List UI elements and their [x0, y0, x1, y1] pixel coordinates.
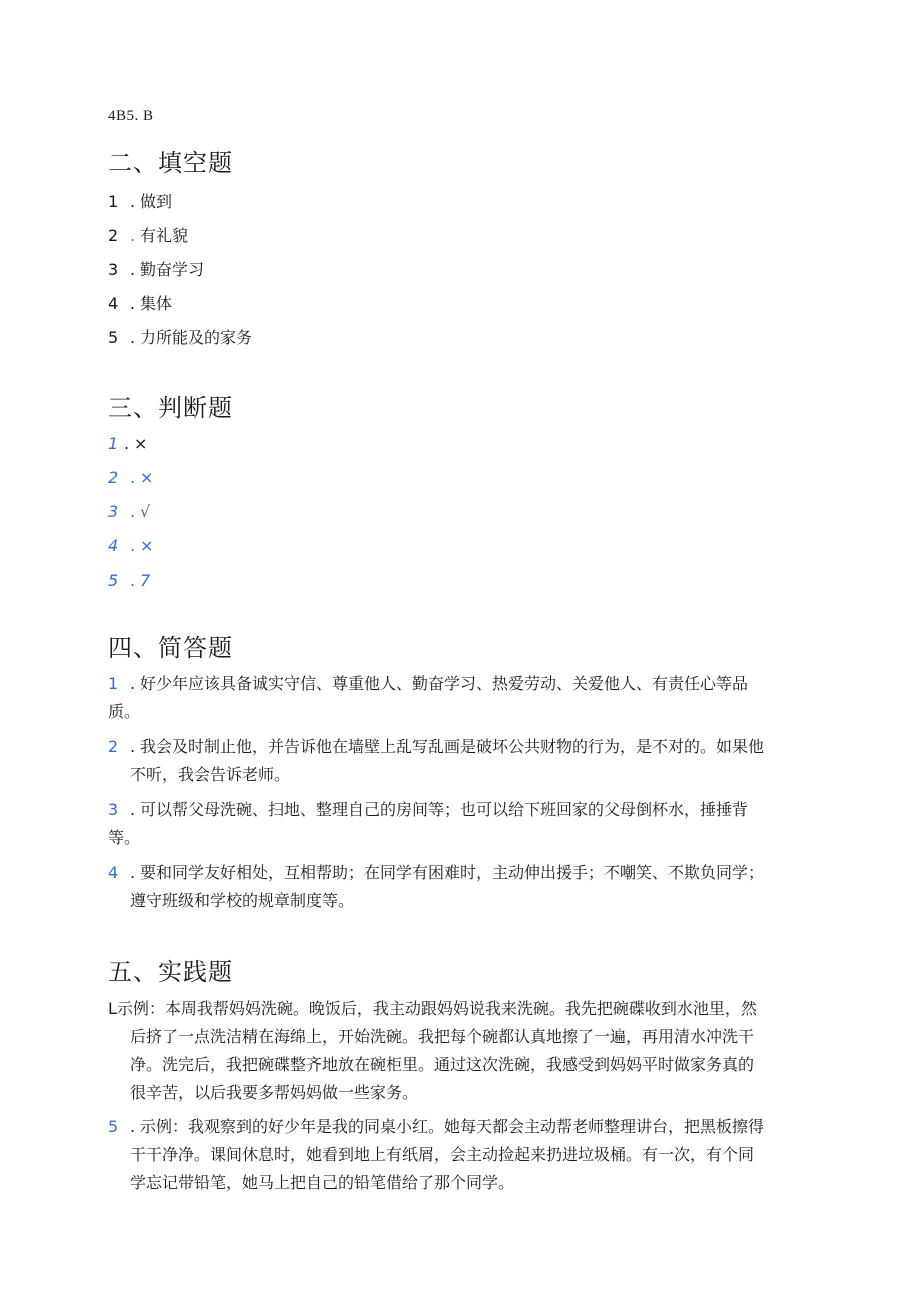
- previous-answers-line: 4B5. B: [108, 108, 154, 124]
- fill-answer-1: 1 . 做到: [108, 192, 173, 211]
- judge-answer-3: 3 . √: [108, 502, 151, 521]
- short-answer-3: 3 . 可以帮父母洗碗、扫地、整理自己的房间等；也可以给下班回家的父母倒杯水，捶捶背 等。: [108, 800, 749, 847]
- practice-answer-1: L示例：本周我帮妈妈洗碗。晚饭后，我主动跟妈妈说我来洗碗。我先把碗碟收到水池里，然 后挤了一点洗洁精在海绵上，开始洗碗。我把每个碗都认真地擦了一遍，再用清水冲洗干 净。洗完后，我把碗碟整齐地放在碗柜里。通过这次洗碗，我感受到妈妈平时做家务真的 很辛苦，以后我要多帮妈妈做一些家务。: [108, 999, 757, 1102]
- section-true-false-title: 三、判断题: [108, 394, 233, 422]
- section-fill-in-title: 二、填空题: [108, 149, 233, 177]
- section-practice-title: 五、实践题: [108, 958, 233, 986]
- section-short-answer-title: 四、简答题: [108, 634, 233, 662]
- judge-answer-2: 2 . ×: [108, 468, 154, 487]
- practice-answer-2: 5 . 示例：我观察到的好少年是我的同桌小红。她每天都会主动帮老师整理讲台，把黑板擦得 干干净净。课间休息时，她看到地上有纸屑，会主动捡起来扔进垃圾桶。有一次，有个同 学忘记带铅笔，她马上把自己的铅笔借给了那个同学。: [108, 1117, 765, 1192]
- short-answer-2: 2 . 我会及时制止他，并告诉他在墙壁上乱写乱画是破坏公共财物的行为，是不对的。如果他 不听，我会告诉老师。: [108, 737, 765, 784]
- fill-answer-3: 3 . 勤奋学习: [108, 260, 205, 279]
- fill-answer-4: 4 . 集体: [108, 294, 173, 313]
- fill-answer-5: 5 . 力所能及的家务: [108, 328, 253, 347]
- judge-answer-1: 1 . ×: [108, 434, 148, 453]
- short-answer-1: 1 . 好少年应该具备诚实守信、尊重他人、勤奋学习、热爱劳动、关爱他人、有责任心等品 质。: [108, 674, 749, 721]
- judge-answer-5: 5 . 7: [108, 571, 151, 590]
- short-answer-4: 4 . 要和同学友好相处，互相帮助；在同学有困难时，主动伸出援手；不嘲笑、不欺负同学； 遵守班级和学校的规章制度等。: [108, 863, 765, 910]
- judge-answer-4: 4 . ×: [108, 536, 154, 555]
- fill-answer-2: 2 . 有礼貌: [108, 226, 189, 245]
